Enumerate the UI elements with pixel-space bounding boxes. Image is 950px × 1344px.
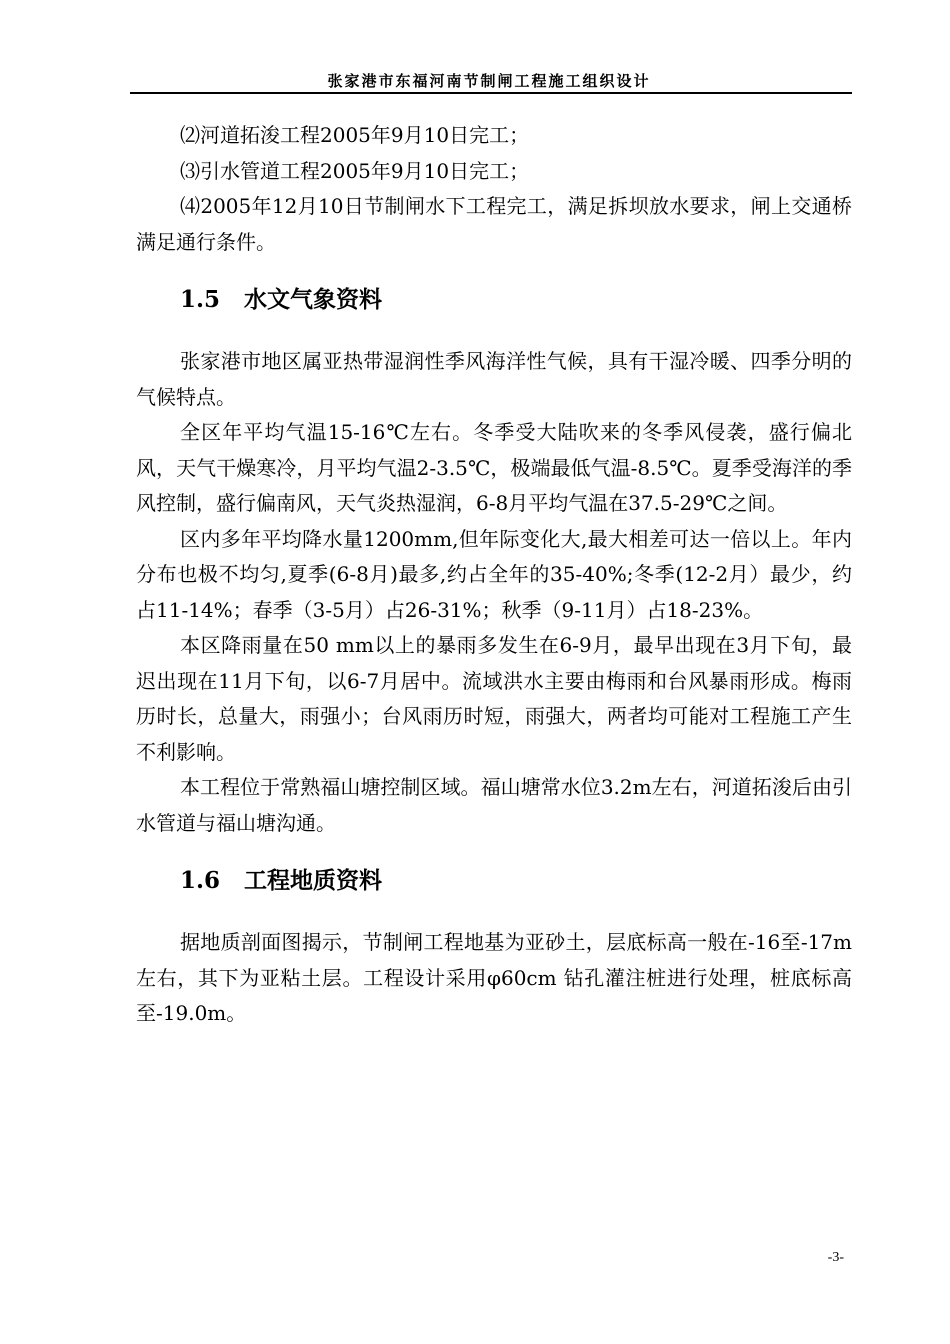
geology-paragraph: 据地质剖面图揭示，节制闸工程地基为亚砂土，层底标高一般在-16至-17m 左右，其下为亚粘土层。工程设计采用φ60cm 钻孔灌注桩进行处理，桩底标高至-19.0m。: [136, 930, 852, 1025]
schedule-item-4: ⑷2005年12月10日节制闸水下工程完工，满足拆坝放水要求，闸上交通桥满足通行条件。: [136, 194, 852, 254]
section-number: 1.5: [180, 286, 221, 313]
section-heading-1-6: [136, 863, 852, 899]
precipitation-paragraph: 区内多年平均降水量1200mm,但年际变化大,最大相差可达一倍以上。年内分布也极不均匀,夏季(6-8月)最多,约占全年的35-40%;冬季(12-2月）最少，约占11-14%；春季（3-5月）占26-31%；秋季（9-11月）占18-23%。: [136, 526, 852, 622]
section-title: 水文气象资料: [244, 286, 382, 313]
rainstorm-paragraph: 本区降雨量在50 mm以上的暴雨多发生在6-9月，最早出现在3月下旬，最迟出现在11月下旬，以6-7月居中。流域洪水主要由梅雨和台风暴雨形成。梅雨历时长，总量大，雨强小；台风雨历时短，雨强大，两者均可能对工程施工产生不利影响。: [136, 633, 852, 764]
schedule-item-3: ⑶引水管道工程2005年9月10日完工；: [180, 158, 530, 183]
temperature-paragraph: 全区年平均气温15-16℃左右。冬季受大陆吹来的冬季风侵袭，盛行偏北风，天气干燥寒冷，月平均气温2-3.5℃，极端最低气温-8.5℃。夏季受海洋的季风控制，盛行偏南风，天气炎热湿润，6-8月平均气温在37.5-29℃之间。: [136, 420, 852, 515]
section-title: 工程地质资料: [244, 867, 382, 894]
document-body: [136, 118, 852, 1032]
schedule-item-2: ⑵河道拓浚工程2005年9月10日完工；: [180, 123, 530, 147]
page-number: -3-: [827, 1250, 844, 1265]
water-level-paragraph: 本工程位于常熟福山塘控制区域。福山塘常水位3.2m左右，河道拓浚后由引水管道与福山塘沟通。: [136, 775, 852, 835]
climate-paragraph: 张家港市地区属亚热带湿润性季风海洋性气候，具有干湿冷暖、四季分明的气候特点。: [136, 349, 852, 409]
header-divider: [130, 92, 852, 94]
section-heading-1-5: [136, 282, 852, 318]
section-number: 1.6: [180, 867, 221, 894]
running-header-title: 张家港市东福河南节制闸工程施工组织设计: [327, 72, 651, 90]
